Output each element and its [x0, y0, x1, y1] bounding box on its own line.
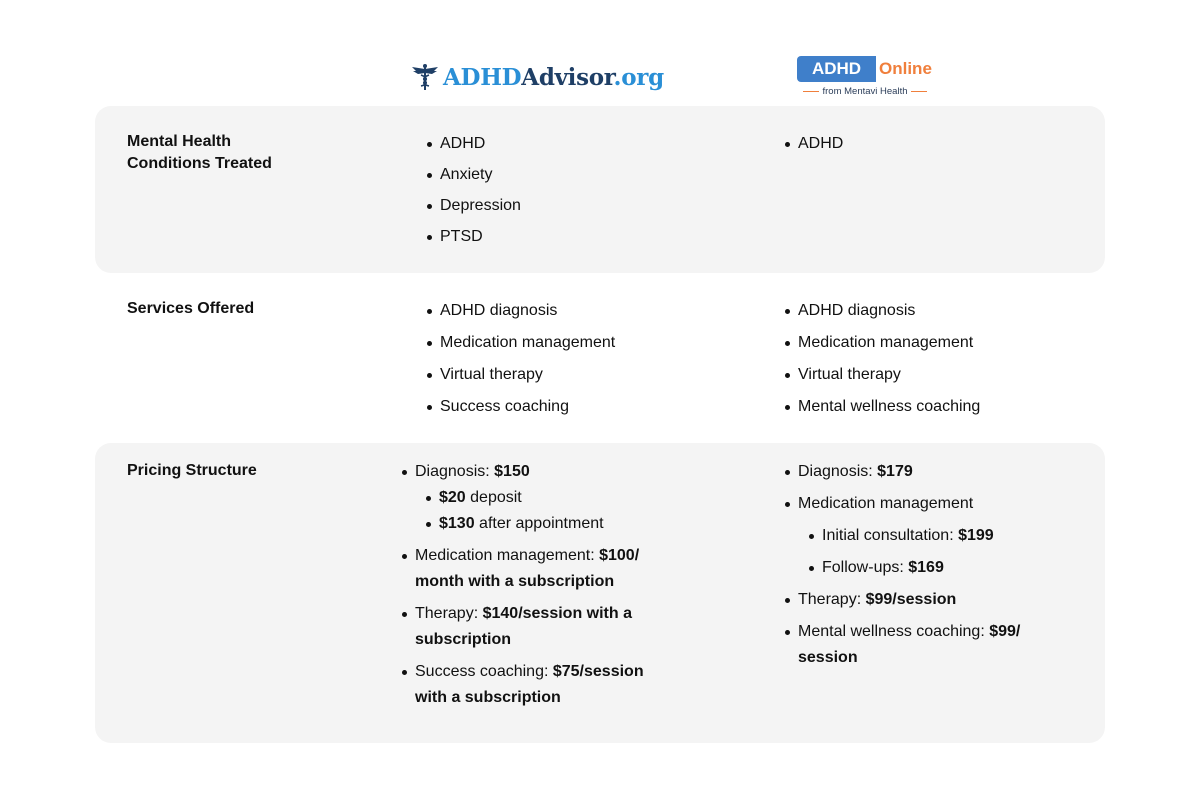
- list-item: ADHD diagnosis: [440, 301, 615, 321]
- adhd-online-logo-subtitle: from Mentavi Health: [797, 86, 933, 97]
- conditions-list-adhd-online: [798, 134, 843, 165]
- list-item-initial-consultation: Initial consultation: $199: [822, 523, 1058, 549]
- row-label-pricing: Pricing Structure: [127, 462, 257, 479]
- row-label-services: Services Offered: [127, 300, 255, 317]
- pricing-list-adhd-online: [798, 459, 1058, 671]
- caduceus-icon: [410, 62, 440, 92]
- adhd-online-logo-box: ADHD: [797, 56, 876, 82]
- diagnosis-sublist: [415, 485, 675, 537]
- medication-sublist: [798, 523, 1058, 581]
- list-item-therapy: Therapy: $140/session with a subscription: [415, 601, 675, 653]
- list-item-coaching: Mental wellness coaching: $99/ session: [798, 619, 1058, 671]
- list-item-follow-ups: Follow-ups: $169: [822, 555, 1058, 581]
- list-item-deposit: $20 deposit: [439, 485, 675, 511]
- list-item: Depression: [440, 197, 521, 214]
- row-pricing: [95, 443, 1105, 743]
- adhd-online-logo: [797, 56, 937, 100]
- list-item-after-appointment: $130 after appointment: [439, 511, 675, 537]
- list-item: ADHD: [440, 134, 521, 154]
- list-item: Virtual therapy: [798, 365, 980, 385]
- adhdadvisor-wordmark: ADHDAdvisor.org: [443, 63, 664, 91]
- row-conditions: [95, 106, 1105, 273]
- list-item: Mental wellness coaching: [798, 398, 981, 415]
- list-item: ADHD: [798, 135, 844, 152]
- list-item: Success coaching: [440, 397, 615, 417]
- list-item-therapy: Therapy: $99/session: [798, 587, 1058, 613]
- list-item-diagnosis: Diagnosis: $150 $20 deposit $130 after appointment: [415, 459, 675, 537]
- list-item: Anxiety: [440, 165, 521, 185]
- adhdadvisor-logo: [410, 60, 664, 94]
- list-item-medication: Medication management: $100/ month with a subscription: [415, 543, 675, 595]
- services-list-adhd-online: [798, 301, 980, 429]
- list-item-medication: Medication management Initial consultation: $199 Follow-ups: $169: [798, 491, 1058, 581]
- row-services: [95, 273, 1105, 443]
- services-list-adhdadvisor: [440, 301, 615, 429]
- list-item-diagnosis: Diagnosis: $179: [798, 459, 1058, 485]
- list-item: Medication management: [440, 334, 616, 351]
- list-item: ADHD diagnosis: [798, 301, 980, 321]
- pricing-list-adhdadvisor: [415, 459, 675, 711]
- list-item-coaching: Success coaching: $75/session with a subscription: [415, 659, 675, 711]
- list-item: Virtual therapy: [440, 365, 615, 385]
- row-label-conditions: Mental Health Conditions Treated: [127, 133, 272, 172]
- list-item: Medication management: [798, 333, 980, 353]
- adhd-online-logo-word: Online: [879, 59, 932, 78]
- conditions-list-adhdadvisor: [440, 134, 521, 258]
- list-item: PTSD: [440, 227, 521, 247]
